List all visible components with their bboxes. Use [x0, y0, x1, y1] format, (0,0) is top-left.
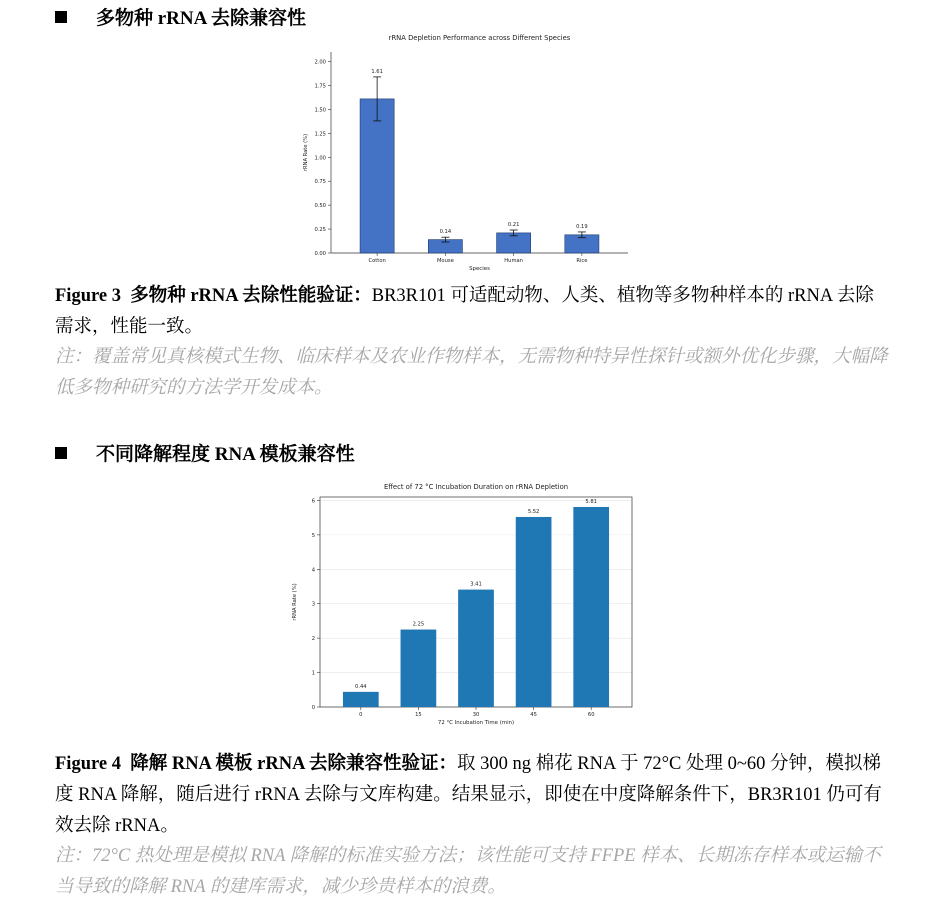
y-tick-label: 4: [311, 567, 315, 574]
figure4-text: 取 300 ng 棉花 RNA 于 72°C 处理 0~60 分钟，模拟梯度 RNA 降解，随后进行 rRNA 去除与文库构建。结果显示，即使在中度降解条件下，BR3R101 仍可有效去除 rRNA。: [55, 754, 882, 836]
figure4-caption: [55, 749, 889, 842]
y-tick-label: 1.25: [314, 131, 326, 138]
y-tick-label: 0.00: [314, 251, 326, 257]
x-axis-label: 72 °C Incubation Time (min): [437, 720, 515, 726]
x-tick-label: Mouse: [436, 258, 454, 264]
data-label: 0.14: [439, 229, 452, 236]
figure3-caption: [55, 281, 889, 343]
y-tick-label: 0.25: [314, 227, 326, 234]
bar: [573, 507, 609, 707]
chart-title: Effect of 72 °C Incubation Duration on rRNA Depletion: [383, 483, 569, 491]
incubation-bar-chart: [292, 478, 642, 730]
data-label: 3.41: [470, 581, 482, 588]
bar: [343, 692, 379, 707]
section-heading-text: 不同降解程度 RNA 模板兼容性: [96, 444, 355, 465]
bar: [458, 590, 494, 707]
bar: [401, 630, 437, 707]
square-bullet-icon: [55, 447, 67, 459]
figure3-title: 多物种 rRNA 去除性能验证：: [130, 286, 372, 306]
figure4-label: Figure 4: [55, 754, 121, 774]
x-tick-label: 15: [415, 712, 422, 718]
data-label: 2.25: [412, 621, 425, 628]
section-heading-text: 多物种 rRNA 去除兼容性: [96, 8, 307, 29]
x-tick-label: 60: [587, 712, 595, 718]
species-bar-chart: [300, 30, 640, 275]
data-label: 1.61: [371, 68, 383, 75]
y-tick-label: 2.00: [314, 59, 326, 66]
y-tick-label: 0: [311, 705, 315, 711]
y-tick-label: 2: [311, 636, 315, 643]
x-axis-label: Species: [469, 266, 490, 272]
bar: [360, 99, 394, 253]
x-tick-label: 0: [359, 712, 363, 718]
y-tick-label: 6: [311, 498, 315, 505]
x-tick-label: Human: [504, 258, 523, 264]
figure3-label: Figure 3: [55, 286, 121, 306]
y-tick-label: 0.50: [314, 203, 326, 210]
x-tick-label: 30: [472, 712, 480, 718]
x-tick-label: 45: [530, 712, 537, 718]
bar: [516, 517, 552, 707]
y-tick-label: 1.50: [314, 107, 326, 114]
figure3-text: BR3R101 可适配动物、人类、植物等多物种样本的 rRNA 去除需求，性能一致。: [55, 286, 874, 337]
section-heading-degradation: [55, 439, 355, 466]
y-tick-label: 5: [311, 532, 315, 539]
data-label: 5.81: [585, 498, 597, 505]
figure4-note: 注：72°C 热处理是模拟 RNA 降解的标准实验方法；该性能可支持 FFPE 样本、长期冻存样本或运输不当导致的降解 RNA 的建库需求，减少珍贵样本的浪费。: [55, 846, 881, 897]
y-tick-label: 3: [311, 601, 315, 608]
y-tick-label: 1.00: [314, 155, 326, 162]
data-label: 0.19: [576, 223, 588, 230]
data-label: 0.21: [507, 222, 520, 229]
y-tick-label: 1.75: [314, 83, 326, 90]
y-axis-label: rRNA Rate (%): [303, 133, 309, 172]
figure3-note: 注：覆盖常见真核模式生物、临床样本及农业作物样本，无需物种特异性探针或额外优化步骤，大幅降低多物种研究的方法学开发成本。: [55, 347, 888, 398]
data-label: 0.44: [355, 683, 367, 690]
y-tick-label: 0.75: [314, 179, 326, 186]
y-tick-label: 1: [311, 670, 315, 677]
section-heading-species: [55, 3, 306, 30]
data-label: 5.52: [527, 508, 540, 515]
chart-title: rRNA Depletion Performance across Different Species: [388, 34, 571, 42]
y-axis-label: rRNA Rate (%): [292, 583, 298, 621]
square-bullet-icon: [55, 11, 67, 23]
figure4-title: 降解 RNA 模板 rRNA 去除兼容性验证：: [130, 754, 458, 774]
x-tick-label: Rice: [576, 258, 588, 264]
x-tick-label: Cotton: [368, 258, 386, 264]
